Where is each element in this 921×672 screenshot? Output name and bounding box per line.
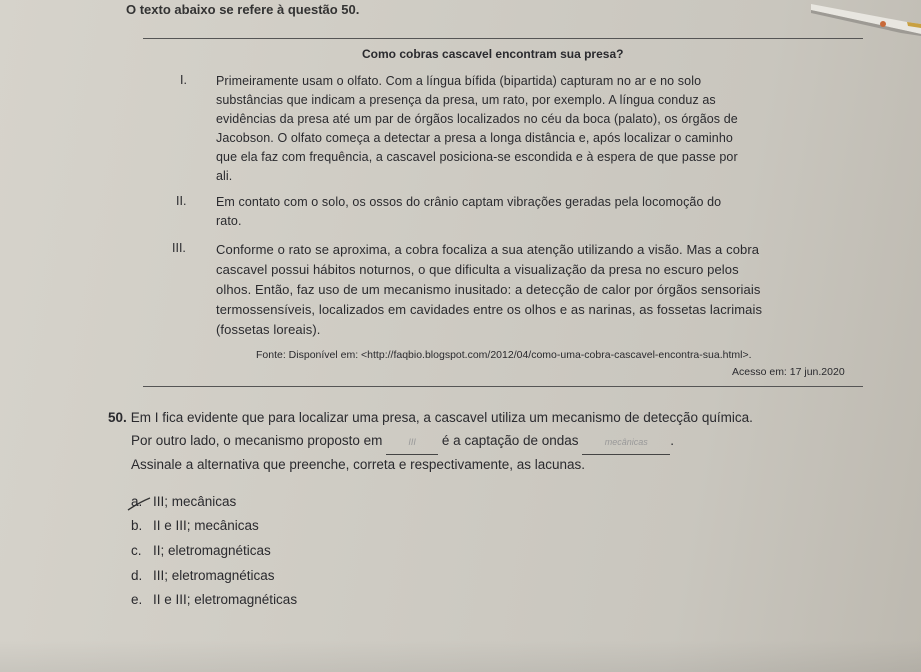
text-line: ali. [216, 169, 233, 183]
item-text-3 [216, 240, 841, 340]
text-line: olhos. Então, faz uso de um mecanismo inusitado: a detecção de calor por órgãos sensoriais [216, 282, 761, 297]
option-letter: a. [131, 494, 143, 509]
source-citation: Fonte: Disponível em: <http://faqbio.blogspot.com/2012/04/como-uma-cobra-cascavel-encontra-sua.html>. [256, 349, 752, 361]
option-letter: b. [131, 518, 143, 533]
text-line: evidências da presa até um par de órgãos localizados no céu da boca (palato), os órgãos de [216, 112, 738, 126]
text-line: Jacobson. O olfato começa a detectar a presa a longa distância e, após localizar o caminho [216, 131, 733, 145]
text-line: termossensíveis, localizados em cavidades entre os olhos e as narinas, as fossetas lacrimais [216, 302, 763, 317]
option-text: II; eletromagnéticas [153, 543, 271, 558]
text-line: Em contato com o solo, os ossos do crânio captam vibrações geradas pela locomoção do [216, 195, 722, 209]
blank-1[interactable]: III [386, 431, 438, 455]
text-line: (fossetas loreais). [216, 322, 321, 337]
option-text: II e III; eletromagnéticas [153, 592, 298, 607]
box-title: Como cobras cascavel encontram sua presa? [362, 47, 624, 61]
question-text: é a captação de ondas [441, 433, 579, 448]
option-letter: c. [131, 543, 142, 558]
question-line-2 [108, 429, 888, 455]
access-date: Acesso em: 17 jun.2020 [732, 366, 845, 378]
option-e[interactable] [131, 592, 297, 607]
option-letter: e. [131, 592, 143, 607]
item-text-2 [216, 193, 826, 231]
question-text: . [670, 433, 675, 448]
text-line: Primeiramente usam o olfato. Com a língua bífida (bipartida) capturam no ar e no solo [216, 74, 702, 88]
option-c[interactable] [131, 543, 271, 558]
option-d[interactable] [131, 568, 275, 583]
option-text: III; mecânicas [153, 494, 237, 509]
item-text-1 [216, 72, 821, 186]
item-number: III. [172, 241, 186, 255]
blank-2[interactable]: mecânicas [582, 431, 670, 455]
text-line: que ela faz com frequência, a cascavel posiciona-se escondida e à espera de que passe por [216, 150, 738, 164]
page-shadow [0, 640, 921, 672]
option-b[interactable] [131, 518, 259, 533]
text-line: Conforme o rato se aproxima, a cobra focaliza a sua atenção utilizando a visão. Mas a cobra [216, 242, 760, 257]
pen-image [811, 0, 921, 40]
option-text: II e III; mecânicas [153, 518, 259, 533]
question-line-1 [108, 406, 888, 429]
instruction-text: Assinale a alternativa que preenche, correta e respectivamente, as lacunas. [131, 457, 586, 472]
item-number: I. [180, 73, 187, 87]
text-line: cascavel possui hábitos noturnos, o que dificulta a visualização da presa no escuro pelos [216, 262, 739, 277]
question-number: 50. [108, 410, 127, 425]
question-text: Por outro lado, o mecanismo proposto em [131, 433, 383, 448]
text-line: rato. [216, 214, 242, 228]
option-a[interactable] [131, 494, 236, 509]
option-text: III; eletromagnéticas [153, 568, 275, 583]
option-letter: d. [131, 568, 143, 583]
question-50 [108, 406, 888, 455]
intro-text: O texto abaixo se refere à questão 50. [126, 2, 360, 17]
text-line: substâncias que indicam a presença da presa, um rato, por exemplo. A língua conduz as [216, 93, 716, 107]
question-statement: Em I fica evidente que para localizar uma presa, a cascavel utiliza um mecanismo de detecção química. [130, 410, 753, 425]
item-number: II. [176, 194, 187, 208]
